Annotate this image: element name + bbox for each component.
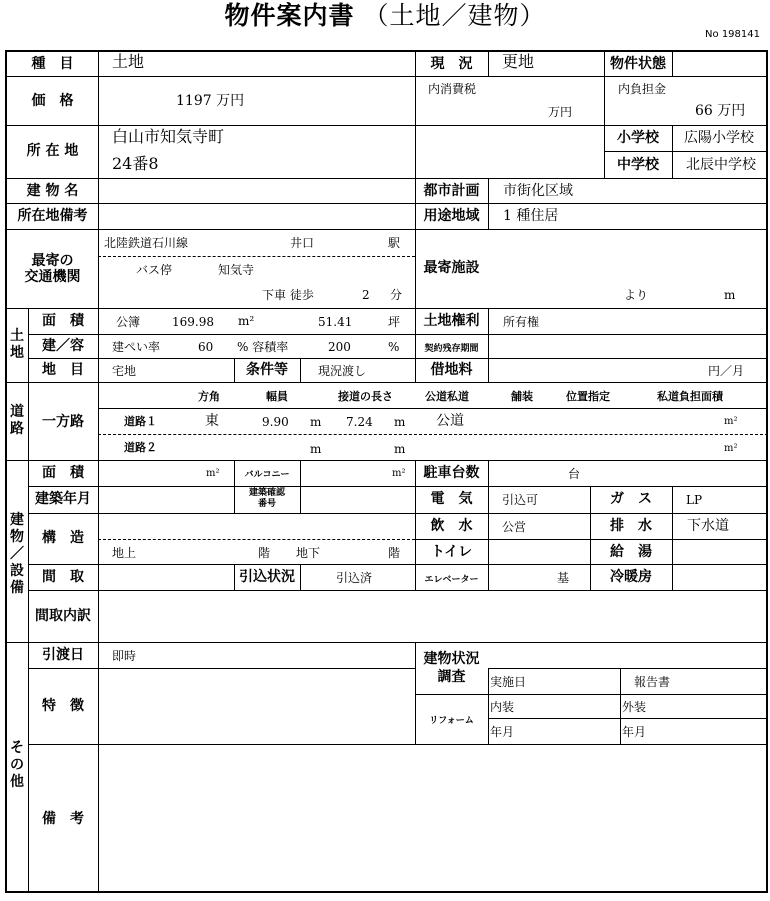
inspection-report: 報告書 xyxy=(634,675,671,689)
label-other-group: その他 xyxy=(10,740,24,790)
label-inspection-2: 調査 xyxy=(437,669,466,685)
label-reform: リフォーム xyxy=(429,716,474,726)
label-building-name: 建 物 名 xyxy=(26,183,79,199)
walk-unit: 分 xyxy=(390,288,403,302)
label-above-ground: 地上 xyxy=(112,546,137,560)
label-kind: 種 目 xyxy=(31,56,74,72)
label-land-category: 地 目 xyxy=(42,362,84,378)
label-elementary: 小学校 xyxy=(617,130,659,146)
road2-width-unit: m xyxy=(310,442,322,456)
label-transport-1: 最寄の xyxy=(31,253,74,269)
value-railway: 北陸鉄道石川線 xyxy=(104,236,189,250)
label-structure: 構 造 xyxy=(42,530,84,546)
value-terms: 現況渡し xyxy=(318,364,367,378)
label-hot-water: 給 湯 xyxy=(610,544,652,560)
value-bus-stop: 知気寺 xyxy=(218,263,255,277)
floor-unit-below: 階 xyxy=(388,546,401,560)
label-land-group: 土地 xyxy=(10,328,24,361)
label-tax: 内消費税 xyxy=(428,82,477,96)
col-public-private: 公道私道 xyxy=(425,390,469,403)
road1-frontage: 7.24 xyxy=(346,415,373,429)
label-confirmation-1: 建築確認 xyxy=(248,488,285,498)
label-balcony: バルコニー xyxy=(244,470,290,480)
road1-width: 9.90 xyxy=(262,415,289,429)
label-hvac: 冷暖房 xyxy=(610,569,652,585)
label-elevator: エレベーター xyxy=(424,575,479,585)
label-toilet: トイレ xyxy=(430,544,473,560)
value-junior: 北辰中学校 xyxy=(686,157,756,173)
value-city-plan: 市街化区域 xyxy=(503,183,573,199)
value-zoning: 1 種住居 xyxy=(503,208,559,224)
road2-label: 道路２ xyxy=(124,441,157,454)
label-confirmation-2: 番号 xyxy=(257,499,276,509)
label-zoning: 用途地域 xyxy=(423,208,480,224)
value-status: 更地 xyxy=(502,52,535,71)
label-location-note: 所在地備考 xyxy=(17,208,88,224)
value-far: 200 xyxy=(328,340,351,354)
value-location-2: 24番8 xyxy=(112,154,159,173)
value-kind: 土地 xyxy=(112,52,145,71)
inspection-date: 実施日 xyxy=(490,675,527,689)
reform-interior: 内装 xyxy=(490,700,515,714)
label-handover: 引渡日 xyxy=(42,647,84,663)
road1-direction: 東 xyxy=(205,413,219,429)
label-water: 飲 水 xyxy=(430,518,473,534)
facility-unit: m xyxy=(724,288,736,302)
label-land-area: 面 積 xyxy=(42,313,84,329)
value-land-category: 宅地 xyxy=(112,364,137,378)
col-private-burden: 私道負担面積 xyxy=(657,390,723,403)
building-area-unit: m² xyxy=(206,468,220,479)
far-unit: % xyxy=(388,340,400,354)
label-burden: 内負担金 xyxy=(618,82,667,96)
value-coverage: 60 xyxy=(198,340,214,354)
value-drain: 下水道 xyxy=(687,518,729,534)
land-area-tsubo-unit: 坪 xyxy=(388,315,401,329)
balcony-unit: m² xyxy=(392,468,406,479)
label-building-area: 面 積 xyxy=(42,465,84,481)
label-land-rights: 土地権利 xyxy=(423,313,480,329)
road1-width-unit: m xyxy=(310,415,322,429)
title-main: 物件案内書 xyxy=(224,1,355,30)
road1-frontage-unit: m xyxy=(394,415,406,429)
label-electric: 電 気 xyxy=(430,491,473,507)
value-station: 井口 xyxy=(290,236,315,250)
label-built-date: 建築年月 xyxy=(35,491,91,507)
label-below-ground: 地下 xyxy=(296,546,321,560)
label-terms: 条件等 xyxy=(246,362,288,378)
label-inspection-1: 建物状況 xyxy=(423,651,480,667)
col-designated: 位置指定 xyxy=(566,390,610,403)
reform-ym-exterior: 年月 xyxy=(622,725,647,739)
label-price: 価 格 xyxy=(31,93,74,109)
label-remarks: 備 考 xyxy=(42,811,84,827)
col-direction: 方角 xyxy=(198,390,220,403)
label-bus-stop: バス停 xyxy=(136,263,173,277)
label-city-plan: 都市計画 xyxy=(423,183,480,199)
value-service: 引込済 xyxy=(336,571,373,585)
label-location: 所 在 地 xyxy=(26,143,79,159)
road1-burden-unit: m² xyxy=(724,416,738,427)
road2-burden-unit: m² xyxy=(724,443,738,454)
col-paved: 舗装 xyxy=(511,390,533,403)
value-walk-min: 2 xyxy=(362,288,370,302)
road1-label: 道路１ xyxy=(124,415,157,428)
facility-from: より xyxy=(624,288,649,302)
value-water: 公営 xyxy=(502,520,527,534)
label-layout: 間 取 xyxy=(42,569,84,585)
label-road-type: 一方路 xyxy=(42,414,84,430)
document-number: No 198141 xyxy=(705,29,760,40)
label-building-group: 建物／設備 xyxy=(10,512,24,596)
label-gas: ガ ス xyxy=(610,491,652,507)
parking-unit: 台 xyxy=(568,467,581,481)
label-status: 現 況 xyxy=(430,56,473,72)
value-elementary: 広陽小学校 xyxy=(684,130,754,146)
value-price: 1197 万円 xyxy=(176,93,245,109)
land-area-m2-unit: m² xyxy=(238,314,255,328)
station-unit: 駅 xyxy=(388,236,401,250)
label-nearest-facility: 最寄施設 xyxy=(423,260,480,276)
col-width: 幅員 xyxy=(266,390,288,403)
label-junior: 中学校 xyxy=(617,157,659,173)
label-coverage: 建ぺい率 xyxy=(112,340,161,354)
label-contract-period: 契約残存期間 xyxy=(424,344,479,354)
lease-unit: 円／月 xyxy=(708,364,745,378)
reform-ym-interior: 年月 xyxy=(490,725,515,739)
road1-public: 公道 xyxy=(436,413,464,429)
label-lease: 借地料 xyxy=(430,362,473,378)
label-layout-detail: 間取内訳 xyxy=(35,608,91,624)
label-parking: 駐車台数 xyxy=(423,465,480,481)
label-walk: 下車 徒歩 xyxy=(262,288,314,302)
label-features: 特 徴 xyxy=(42,698,84,714)
label-ratio: 建／容 xyxy=(42,338,84,354)
value-gas: LP xyxy=(686,493,703,507)
label-transport-2: 交通機関 xyxy=(24,269,81,285)
value-burden: 66 万円 xyxy=(695,103,746,119)
elevator-unit: 基 xyxy=(557,571,570,585)
tax-unit: 万円 xyxy=(548,105,573,119)
label-road-group: 道路 xyxy=(10,404,24,437)
road2-frontage-unit: m xyxy=(394,442,406,456)
value-handover: 即時 xyxy=(112,649,137,663)
title-sub: （土地／建物） xyxy=(363,1,546,30)
label-service: 引込状況 xyxy=(239,569,295,585)
land-area-tsubo: 51.41 xyxy=(318,315,353,329)
label-drain: 排 水 xyxy=(610,518,652,534)
reform-exterior: 外装 xyxy=(622,700,647,714)
value-electric: 引込可 xyxy=(502,493,539,507)
value-location-1: 白山市知気寺町 xyxy=(112,127,225,146)
col-frontage: 接道の長さ xyxy=(338,390,393,403)
land-area-m2: 169.98 xyxy=(172,315,214,329)
land-area-kind: 公簿 xyxy=(116,315,141,329)
floor-unit-above: 階 xyxy=(258,546,271,560)
value-land-rights: 所有権 xyxy=(503,315,540,329)
label-condition: 物件状態 xyxy=(610,56,666,72)
label-far: % 容積率 xyxy=(237,340,289,354)
